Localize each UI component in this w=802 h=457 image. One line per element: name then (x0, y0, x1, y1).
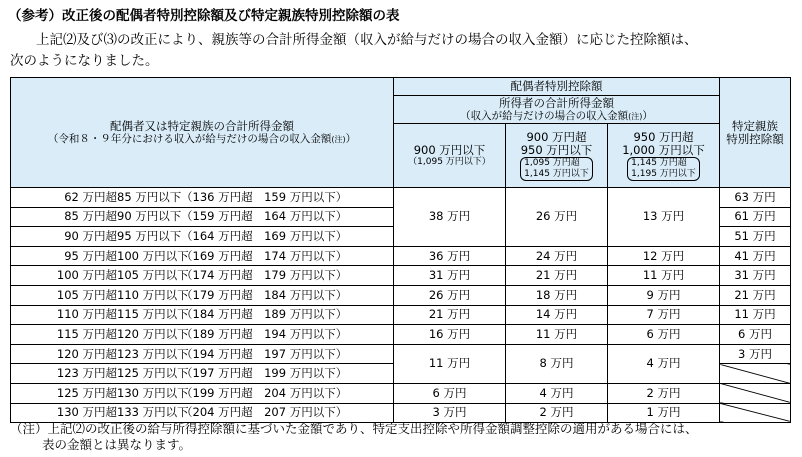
table-row (11, 403, 791, 423)
spouse-deduction-a: 11 万円 (394, 344, 506, 383)
income-column-header (11, 78, 394, 188)
taxpayer-income-title: 所得者の合計所得金額 (499, 95, 614, 110)
bracket-b-salary (520, 157, 593, 181)
specific-deduction: 41 万円 (720, 246, 791, 266)
spouse-deduction-b: 2 万円 (506, 403, 608, 423)
specific-deduction: 63 万円 (720, 188, 791, 208)
spouse-deduction-b: 18 万円 (506, 285, 608, 305)
spouse-deduction-a: 26 万円 (394, 285, 506, 305)
income-range: 125 万円超130 万円以下（199 万円超 204 万円以下） (11, 383, 394, 403)
table-row (11, 344, 791, 364)
income-range: 123 万円超125 万円以下（197 万円超 199 万円以下） (11, 364, 394, 384)
spouse-deduction-c: 2 万円 (608, 383, 720, 403)
spouse-deduction-c: 7 万円 (608, 305, 720, 325)
specific-deduction: 6 万円 (720, 325, 791, 345)
specific-deduction: 11 万円 (720, 305, 791, 325)
income-range: 90 万円超95 万円以下（164 万円超 169 万円以下） (11, 227, 394, 247)
spouse-deduction-a: 36 万円 (394, 246, 506, 266)
not-applicable-cell (720, 383, 791, 403)
income-range: 130 万円超133 万円以下（204 万円超 207 万円以下） (11, 403, 394, 423)
spouse-deduction-c: 6 万円 (608, 325, 720, 345)
spouse-deduction-c: 9 万円 (608, 285, 720, 305)
income-range: 105 万円超110 万円以下（179 万円超 184 万円以下） (11, 285, 394, 305)
spouse-deduction-a: 38 万円 (394, 188, 506, 247)
income-range: 115 万円超120 万円以下（189 万円超 194 万円以下） (11, 325, 394, 345)
taxpayer-income-subtitle: （収入が給与だけの場合の収入金額(注)） (460, 109, 653, 122)
bracket-c-line-1: 950 万円超 (633, 129, 694, 144)
income-range: 110 万円超115 万円以下（184 万円超 189 万円以下） (11, 305, 394, 325)
spouse-deduction-b: 24 万円 (506, 246, 608, 266)
bracket-b-line-1: 900 万円超 (526, 129, 587, 144)
table-row (11, 305, 791, 325)
table-row (11, 246, 791, 266)
spouse-deduction-b: 11 万円 (506, 325, 608, 345)
bracket-a-header (394, 124, 506, 188)
spouse-deduction-c: 12 万円 (608, 246, 720, 266)
bracket-c-line-4: 1,195 万円以下 (631, 168, 696, 179)
footnote (10, 421, 800, 453)
bracket-a-line-1: 900 万円以下 (413, 142, 486, 157)
income-range: 120 万円超123 万円以下（194 万円超 197 万円以下） (11, 344, 394, 364)
income-range: 62 万円超85 万円以下（136 万円超 159 万円以下） (11, 188, 394, 208)
spouse-deduction-c: 4 万円 (608, 344, 720, 383)
specific-deduction: 31 万円 (720, 266, 791, 286)
not-applicable-cell (720, 403, 791, 423)
table-row (11, 325, 791, 345)
specific-deduction: 21 万円 (720, 285, 791, 305)
spouse-deduction-b: 21 万円 (506, 266, 608, 286)
spouse-deduction-a: 3 万円 (394, 403, 506, 423)
spouse-deduction-a: 21 万円 (394, 305, 506, 325)
spouse-deduction-a: 31 万円 (394, 266, 506, 286)
table-row (11, 266, 791, 286)
intro-paragraph (10, 30, 795, 72)
bracket-b-line-3: 1,095 万円超 (524, 157, 580, 168)
bracket-b-line-2: 950 万円以下 (520, 142, 593, 157)
spouse-deduction-header: 配偶者特別控除額 (394, 78, 720, 96)
deduction-table (10, 77, 791, 423)
income-range: 95 万円超100 万円以下（169 万円超 174 万円以下） (11, 246, 394, 266)
specific-deduction: 51 万円 (720, 227, 791, 247)
intro-line-1: 上記⑵及び⑶の改正により、親族等の合計所得金額（収入が給与だけの場合の収入金額）に応じた控除額は、 (36, 32, 698, 48)
spouse-deduction-b: 4 万円 (506, 383, 608, 403)
specific-deduction: 61 万円 (720, 207, 791, 227)
income-column-title: 配偶者又は特定親族の合計所得金額 (110, 118, 294, 133)
footnote-line-1: （注）上記⑵の改正後の給与所得控除額に基づいた金額であり、特定支出控除や所得金額調整控除の適用がある場合には、 (10, 421, 698, 436)
spouse-deduction-a: 6 万円 (394, 383, 506, 403)
bracket-c-salary (627, 157, 700, 181)
bracket-b-header (506, 124, 608, 188)
intro-line-2: 次のようになりました。 (10, 53, 159, 69)
income-column-subtitle: （令和８・９年分における収入が給与だけの場合の収入金額(注)） (47, 132, 357, 145)
bracket-b-line-4: 1,145 万円以下 (524, 168, 589, 179)
spouse-deduction-c: 1 万円 (608, 403, 720, 423)
bracket-c-line-3: 1,145 万円超 (631, 157, 687, 168)
page-title: （参考）改正後の配偶者特別控除額及び特定親族特別控除額の表 (8, 8, 400, 24)
table-row (11, 188, 791, 208)
table-row (11, 285, 791, 305)
specific-deduction: 3 万円 (720, 344, 791, 364)
spouse-deduction-b: 8 万円 (506, 344, 608, 383)
income-range: 85 万円超90 万円以下（159 万円超 164 万円以下） (11, 207, 394, 227)
spouse-deduction-a: 16 万円 (394, 325, 506, 345)
specific-relative-header (720, 78, 791, 188)
spouse-deduction-c: 11 万円 (608, 266, 720, 286)
table-row (11, 383, 791, 403)
not-applicable-cell (720, 364, 791, 384)
spouse-deduction-c: 13 万円 (608, 188, 720, 247)
spouse-deduction-b: 26 万円 (506, 188, 608, 247)
spouse-deduction-b: 14 万円 (506, 305, 608, 325)
bracket-a-line-2: （1,095 万円以下） (408, 156, 491, 167)
bracket-c-line-2: 1,000 万円以下 (622, 142, 705, 157)
footnote-line-2: 表の金額とは異なります。 (42, 437, 192, 452)
bracket-c-header (608, 124, 720, 188)
specific-header-line-1: 特定親族 (732, 118, 778, 133)
specific-header-line-2: 特別控除額 (726, 131, 784, 146)
taxpayer-income-header (394, 96, 720, 124)
income-range: 100 万円超105 万円以下（174 万円超 179 万円以下） (11, 266, 394, 286)
